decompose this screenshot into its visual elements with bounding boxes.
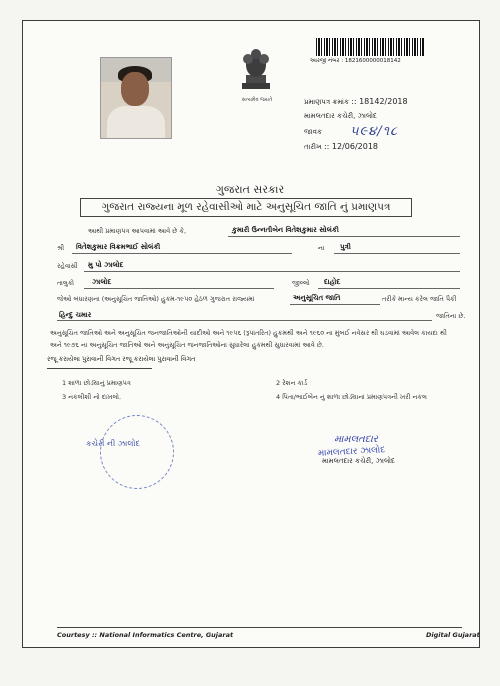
signature-title: મામલતદાર	[334, 434, 378, 445]
govt-title: ગુજરાત સરકાર	[215, 183, 285, 196]
photo-face	[121, 72, 149, 106]
national-emblem-icon	[236, 45, 276, 95]
jawak-label: જાવક	[304, 128, 322, 136]
photo-shirt	[107, 106, 165, 138]
footer-divider	[57, 627, 462, 628]
doc-item: 2 રેશન કાર્ડ	[276, 379, 308, 387]
signature-stamp: મામલતદાર ઝાલોદ	[317, 445, 386, 459]
office-line: મામલતદાર કચેરી, ઝાલોદ	[304, 112, 377, 120]
footer-brand: Digital Gujarat	[426, 631, 480, 639]
subcaste-line	[57, 320, 432, 321]
caste-value: અનુસૂચિત જાતિ	[293, 294, 341, 302]
caste-suffix: તરીકે માન્ય કરેલ જાતિ પૈકી	[382, 295, 457, 303]
barcode-number: આરજી નંબર : 1821600000018142	[310, 58, 401, 64]
residence-value: મુ પો ઝાલોદ	[88, 261, 124, 269]
residence-label: રહેવાસી	[57, 262, 78, 270]
district-label: જીલ્લો	[292, 279, 310, 287]
doc-item: 4 પિતા/ભાઈબેન નું શાળા છોડ્યાનાં પ્રમાણપત્રની ખરી નકલ	[276, 393, 427, 401]
relation-value: પુત્રી	[340, 243, 351, 251]
cert-number-label: પ્રમાણપત્ર ક્રમાંક	[304, 98, 349, 106]
taluka-line	[84, 288, 274, 289]
relation-line	[334, 253, 460, 254]
legal-paragraph: અનુસૂચિત જાતિઓ અને અનુસૂચિત જનજાતિઓની યાદીઓ અને ૧૯૫૬ (રૂપાંતરિત) હુકમથી અને ૧૯૬૦ ના મુંબઈ નવેસર થી ઘડવામાં આવેલ કાયદા થી અને ૧૯૭૬ ના અનુસૂચિત જાતિઓ અને અનુસૂચિત જનજાતિઓના સુધારેલા હુકમથી સુધારવામાં આવે છે.	[50, 329, 447, 349]
office-stamp	[100, 415, 174, 489]
subcaste-value: હિન્દુ ચમાર	[59, 311, 92, 319]
doc-item: 1 શાળા છોડ્યાનું પ્રમાણપત્ર	[62, 379, 131, 387]
shri-label: શ્રી	[57, 244, 65, 252]
jawak-number: ૫૯૪/૧૮	[350, 124, 399, 139]
stamp-text: કચેરી ની ઝાલોદ	[86, 439, 140, 448]
caste-text: જેઓ બંધારણના (અનુસૂચિત જાતિઓ) હુકમ-૧૯૫૦ હેઠળ ગુજરાત રાજ્યમાં	[57, 295, 255, 303]
father-name: વિતેશકુમાર વિક્રમભાઈ સોલંકી	[76, 243, 161, 251]
date-row	[304, 142, 378, 152]
district-line	[318, 288, 460, 289]
caste-line	[290, 304, 380, 305]
intro-text: આથી પ્રમાણપત્ર આપવામાં આવે છે કે,	[88, 227, 187, 235]
doc-item: 3 નકલીશી નો દાખલો.	[62, 393, 122, 401]
na-label: ના	[318, 244, 325, 252]
taluka-value: ઝાલોદ	[92, 278, 112, 286]
certificate-title: ગુજરાત રાજ્યના મૂળ રહેવાસીઓ માટે અનુસૂચિત જાતિ નું પ્રમાણપત્ર	[80, 198, 412, 217]
residence-line	[84, 271, 460, 272]
taluka-label: તાલુકો	[57, 279, 75, 287]
footer-courtesy: Courtesy :: National Informatics Centre, Gujarat	[57, 631, 234, 639]
cert-number-row	[304, 97, 408, 107]
signature-office: મામલતદાર કચેરી, ઝાલોદ	[322, 457, 395, 465]
emblem-caption: સત્યમેવ જયતે	[241, 97, 273, 103]
district-value: દાહોદ	[324, 278, 341, 286]
documents-heading-underline	[47, 368, 152, 369]
date-value: :: 12/06/2018	[323, 142, 379, 151]
applicant-photo	[100, 57, 172, 139]
date-label: તારીખ	[304, 143, 322, 151]
barcode	[316, 38, 424, 56]
applicant-name: કુમારી ઉન્નતીબેન વિતેશકુમાર સોલંકી	[232, 226, 339, 234]
father-line	[72, 253, 292, 254]
subcaste-suffix: જાતિના છે.	[436, 312, 466, 320]
applicant-line	[228, 236, 460, 237]
documents-heading: રજૂ કરાયેલા પુરાવાની વિગત રજૂ કરાયેલા પુરાવાની વિગત	[47, 355, 196, 363]
cert-number-value: :: 18142/2018	[351, 97, 408, 106]
